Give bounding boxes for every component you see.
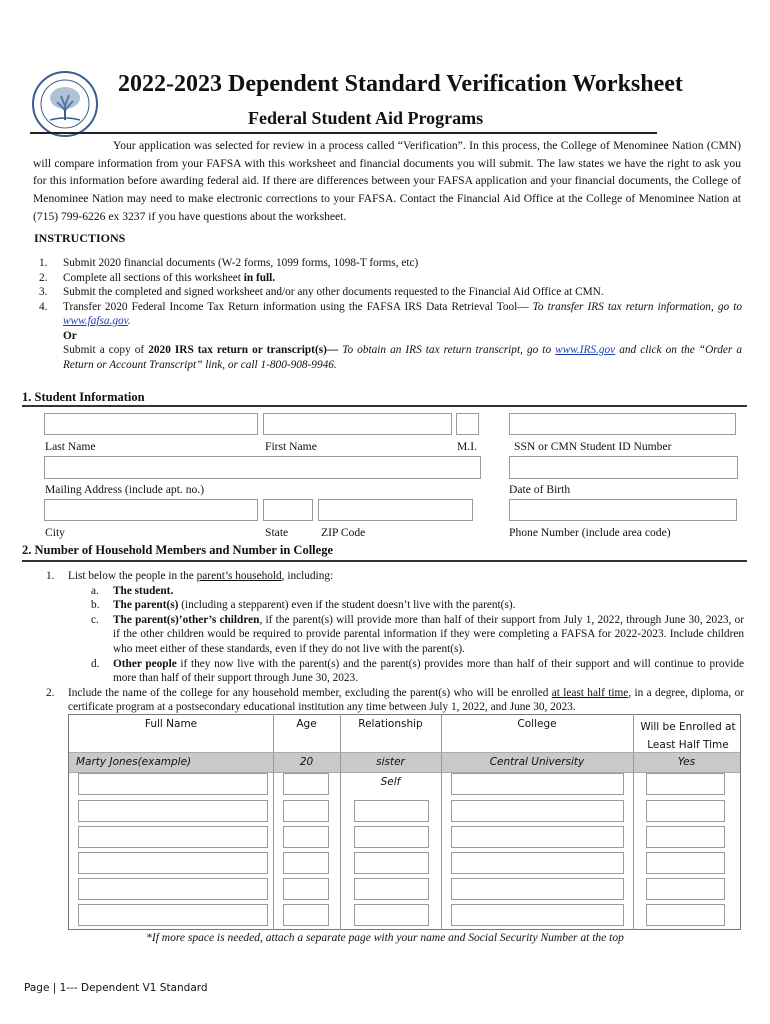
mailing-address-input[interactable] <box>44 456 481 479</box>
list-item: 2. Complete all sections of this worksheet in full. <box>39 271 276 284</box>
irs-link[interactable]: www.IRS.gov <box>555 344 616 356</box>
member-relationship-input[interactable] <box>354 852 429 874</box>
member-full-name-input[interactable] <box>78 800 268 822</box>
college-seal-logo <box>30 70 100 138</box>
example-full-name: Marty Jones(example) <box>76 756 192 768</box>
member-enrolled-input[interactable] <box>646 878 725 900</box>
list-item-submit: Submit a copy of 2020 IRS tax return or transcript(s)— To obtain an IRS tax return transcript, go to www.IRS.gov and click on the “Order a Return or Account Transcript” link, or call 1-800-908-9946. <box>63 344 743 371</box>
phone-number-input[interactable] <box>509 499 737 521</box>
mi-label: M.I. <box>457 440 477 453</box>
self-enrolled-input[interactable] <box>646 773 725 795</box>
member-age-input[interactable] <box>283 878 329 900</box>
list-item: 1. List below the people in the parent’s household, including: <box>46 570 334 582</box>
member-relationship-input[interactable] <box>354 826 429 848</box>
list-item: 1. Submit 2020 financial documents (W-2 forms, 1099 forms, 1098-T forms, etc) <box>39 257 419 269</box>
example-relationship: sister <box>376 756 405 768</box>
list-item: 2. Include the name of the college for any household member, excluding the parent(s) who will be enrolled at least half time, in a degree, diploma, or certificate program at a postsecondary educational institution any time between July 1, 2022, and June 30, 2023. <box>46 686 744 714</box>
state-input[interactable] <box>263 499 313 521</box>
member-relationship-input[interactable] <box>354 800 429 822</box>
member-relationship-input[interactable] <box>354 878 429 900</box>
page-subtitle: Federal Student Aid Programs <box>248 108 484 128</box>
zip-code-input[interactable] <box>318 499 473 521</box>
self-age-input[interactable] <box>283 773 329 795</box>
city-label: City <box>45 526 65 539</box>
space-footnote: *If more space is needed, attach a separate page with your name and Social Security Number at the top <box>146 932 624 944</box>
column-divider <box>340 714 341 930</box>
zip-label: ZIP Code <box>321 526 366 539</box>
date-of-birth-input[interactable] <box>509 456 738 479</box>
header-divider <box>30 132 657 134</box>
phone-label: Phone Number (include area code) <box>509 526 671 539</box>
city-input[interactable] <box>44 499 258 521</box>
intro-paragraph: Your application was selected for review in a process called “Verification”. In this process, the College of Menominee Nation (CMN) will compare information from your FAFSA with this worksheet and financial documents you will submit. The law states we have the right to ask you for this information before awarding federal aid. If there are differences between your FAFSA application and your financial documents, the College of Menominee Nation may need to make electronic corrections to your FAFSA. Contact the Financial Aid Office at the College of Menominee Nation at (715) 799-6226 ex 3237 if you have questions about the worksheet. <box>33 139 741 223</box>
first-name-label: First Name <box>265 440 317 453</box>
col-header-relationship: Relationship <box>358 718 423 730</box>
member-age-input[interactable] <box>283 826 329 848</box>
page-title: 2022-2023 Dependent Standard Verification Worksheet <box>118 71 683 97</box>
list-item: 3. Submit the completed and signed worksheet and/or any other documents requested to the Financial Aid Office at CMN. <box>39 286 604 298</box>
member-age-input[interactable] <box>283 800 329 822</box>
member-enrolled-input[interactable] <box>646 800 725 822</box>
example-college: Central University <box>489 756 585 768</box>
member-college-input[interactable] <box>451 904 624 926</box>
list-item: 4. Transfer 2020 Federal Income Tax Return information using the FAFSA IRS Data Retrieval Tool— To transfer IRS tax return information, go to www.fafsa.gov. <box>39 300 742 327</box>
column-divider <box>273 714 274 930</box>
state-label: State <box>265 526 289 539</box>
column-divider <box>633 714 634 930</box>
member-full-name-input[interactable] <box>78 826 268 848</box>
member-age-input[interactable] <box>283 904 329 926</box>
member-full-name-input[interactable] <box>78 852 268 874</box>
col-header-age: Age <box>296 718 317 730</box>
page-footer: Page | 1--- Dependent V1 Standard <box>24 982 208 994</box>
instructions-list <box>36 256 742 372</box>
example-age: 20 <box>299 756 314 768</box>
list-item: a. The student. <box>91 584 174 597</box>
column-divider <box>441 714 442 930</box>
household-instructions <box>44 569 744 715</box>
section-1-heading: 1. Student Information <box>22 390 145 404</box>
self-relationship-label: Self <box>380 776 401 788</box>
section-2-heading: 2. Number of Household Members and Number in College <box>22 543 333 557</box>
member-age-input[interactable] <box>283 852 329 874</box>
member-full-name-input[interactable] <box>78 878 268 900</box>
section-2-divider <box>22 560 747 562</box>
col-header-enrolled: Will be Enrolled at Least Half Time <box>640 721 736 751</box>
self-full-name-input[interactable] <box>78 773 268 795</box>
col-header-college: College <box>517 718 557 730</box>
section-1-divider <box>22 405 747 407</box>
member-enrolled-input[interactable] <box>646 826 725 848</box>
list-item: d. Other people if they now live with the parent(s) and the parent(s) provides more than half of their support and will continue to provide more than half of their support through June 30, 2023. <box>91 657 744 685</box>
member-full-name-input[interactable] <box>78 904 268 926</box>
ssn-input[interactable] <box>509 413 736 435</box>
first-name-input[interactable] <box>263 413 452 435</box>
last-name-label: Last Name <box>45 440 96 453</box>
member-college-input[interactable] <box>451 826 624 848</box>
instructions-heading: INSTRUCTIONS <box>34 231 126 245</box>
col-header-full-name: Full Name <box>144 718 198 730</box>
member-enrolled-input[interactable] <box>646 852 725 874</box>
middle-initial-input[interactable] <box>456 413 479 435</box>
last-name-input[interactable] <box>44 413 258 435</box>
member-college-input[interactable] <box>451 800 624 822</box>
dob-label: Date of Birth <box>509 483 571 496</box>
list-item-or: Or <box>63 329 77 342</box>
self-college-input[interactable] <box>451 773 624 795</box>
member-college-input[interactable] <box>451 878 624 900</box>
address-label: Mailing Address (include apt. no.) <box>45 483 205 496</box>
member-college-input[interactable] <box>451 852 624 874</box>
ssn-label: SSN or CMN Student ID Number <box>514 440 672 453</box>
member-enrolled-input[interactable] <box>646 904 725 926</box>
list-item: b. The parent(s) (including a stepparent) even if the student doesn’t live with the parent(s). <box>91 599 516 612</box>
example-enrolled: Yes <box>677 756 696 768</box>
member-relationship-input[interactable] <box>354 904 429 926</box>
fafsa-link[interactable]: www.fafsa.gov <box>63 315 128 327</box>
list-item: c. The parent(s)’other’s children, if the parent(s) will provide more than half of their support from July 1, 2022, through June 30, 2023, or if the other children would be required to provide parental information if they were completing a FAFSA for 2022-2023. Include children who meet either of these standards, even if they do not live with the parent(s). <box>91 613 744 655</box>
